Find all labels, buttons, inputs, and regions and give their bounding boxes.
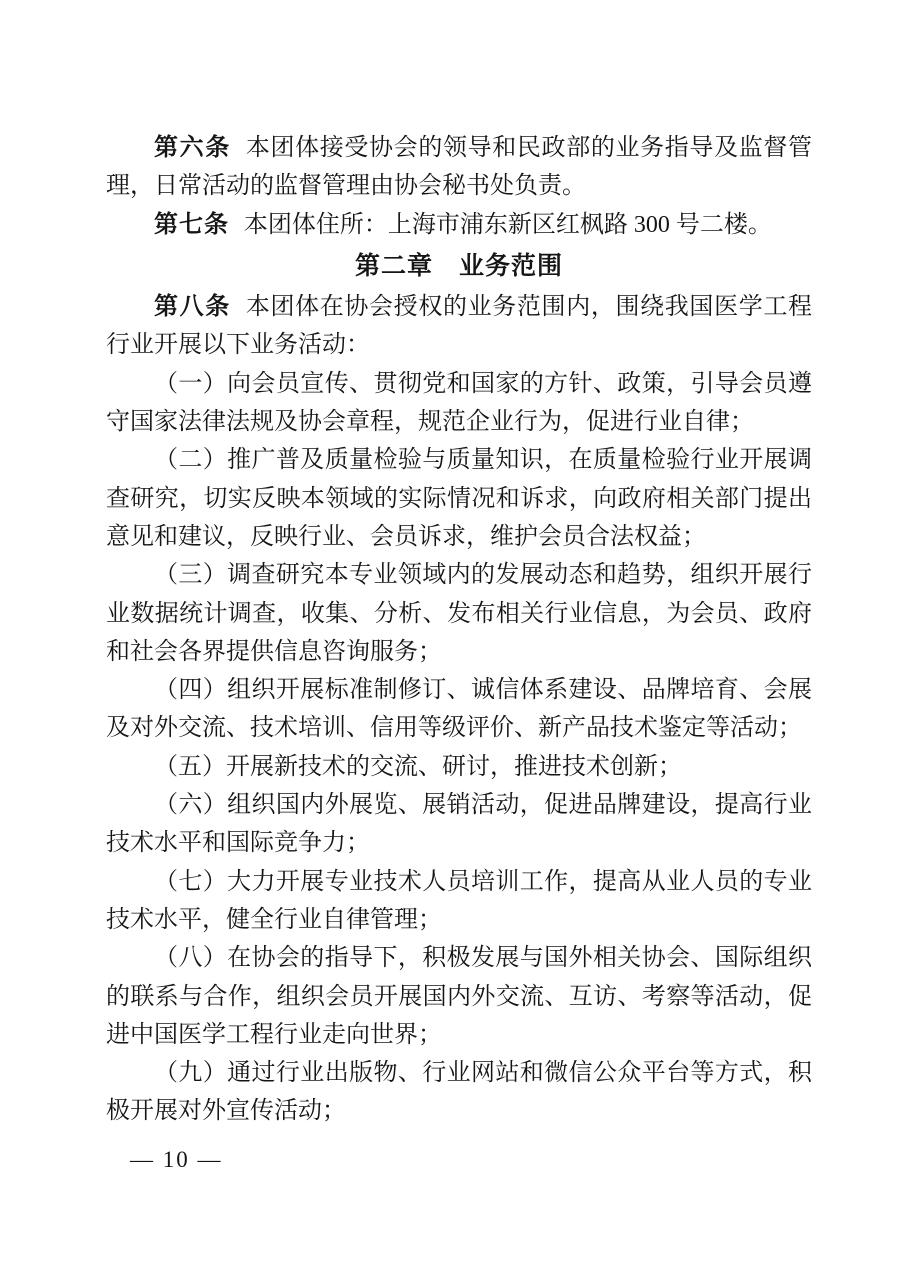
paragraph: （四）组织开展标准制修订、诚信体系建设、品牌培育、会展及对外交流、技术培训、信用等级评价、新产品技术鉴定等活动； bbox=[106, 677, 812, 742]
article-number: 第七条 bbox=[154, 211, 229, 238]
paragraph: 第六条 本团体接受协会的领导和民政部的业务指导及监督管理，日常活动的监督管理由协会秘书处负责。 bbox=[106, 135, 813, 200]
paragraph: （二）推广普及质量检验与质量知识，在质量检验行业开展调查研究，切实反映本领域的实际情况和诉求，向政府相关部门提出意见和建议，反映行业、会员诉求，维护会员合法权益； bbox=[106, 447, 812, 550]
paragraph: （八）在协会的指导下，积极发展与国外相关协会、国际组织的联系与合作，组织会员开展国内外交流、互访、考察等活动，促进中国医学工程行业走向世界； bbox=[106, 945, 812, 1048]
paragraph: 第七条 本团体住所：上海市浦东新区红枫路 300 号二楼。 bbox=[154, 211, 772, 238]
paragraph: （一）向会员宣传、贯彻党和国家的方针、政策，引导会员遵守国家法律法规及协会章程，规范企业行为，促进行业自律； bbox=[106, 370, 812, 436]
chapter-heading: 第二章 业务范围 bbox=[354, 251, 563, 280]
page-number: — 10 — bbox=[130, 1147, 223, 1172]
article-number: 第八条 bbox=[154, 294, 231, 321]
paragraph: （五）开展新技术的交流、研讨，推进技术创新； bbox=[154, 753, 682, 780]
paragraph: 第八条 本团体在协会授权的业务范围内，围绕我国医学工程行业开展以下业务活动： bbox=[106, 294, 813, 359]
article-number: 第六条 bbox=[154, 135, 231, 161]
paragraph: （九）通过行业出版物、行业网站和微信公众平台等方式，积极开展对外宣传活动； bbox=[106, 1060, 812, 1125]
paragraph: （六）组织国内外展览、展销活动，促进品牌建设，提高行业技术水平和国际竞争力； bbox=[106, 792, 812, 857]
paragraph: （三）调查研究本专业领域内的发展动态和趋势，组织开展行业数据统计调查，收集、分析、发布相关行业信息，为会员、政府和社会各界提供信息咨询服务； bbox=[106, 562, 812, 665]
document-body bbox=[106, 129, 812, 1131]
paragraph: （七）大力开展专业技术人员培训工作，提高从业人员的专业技术水平，健全行业自律管理； bbox=[106, 868, 812, 933]
